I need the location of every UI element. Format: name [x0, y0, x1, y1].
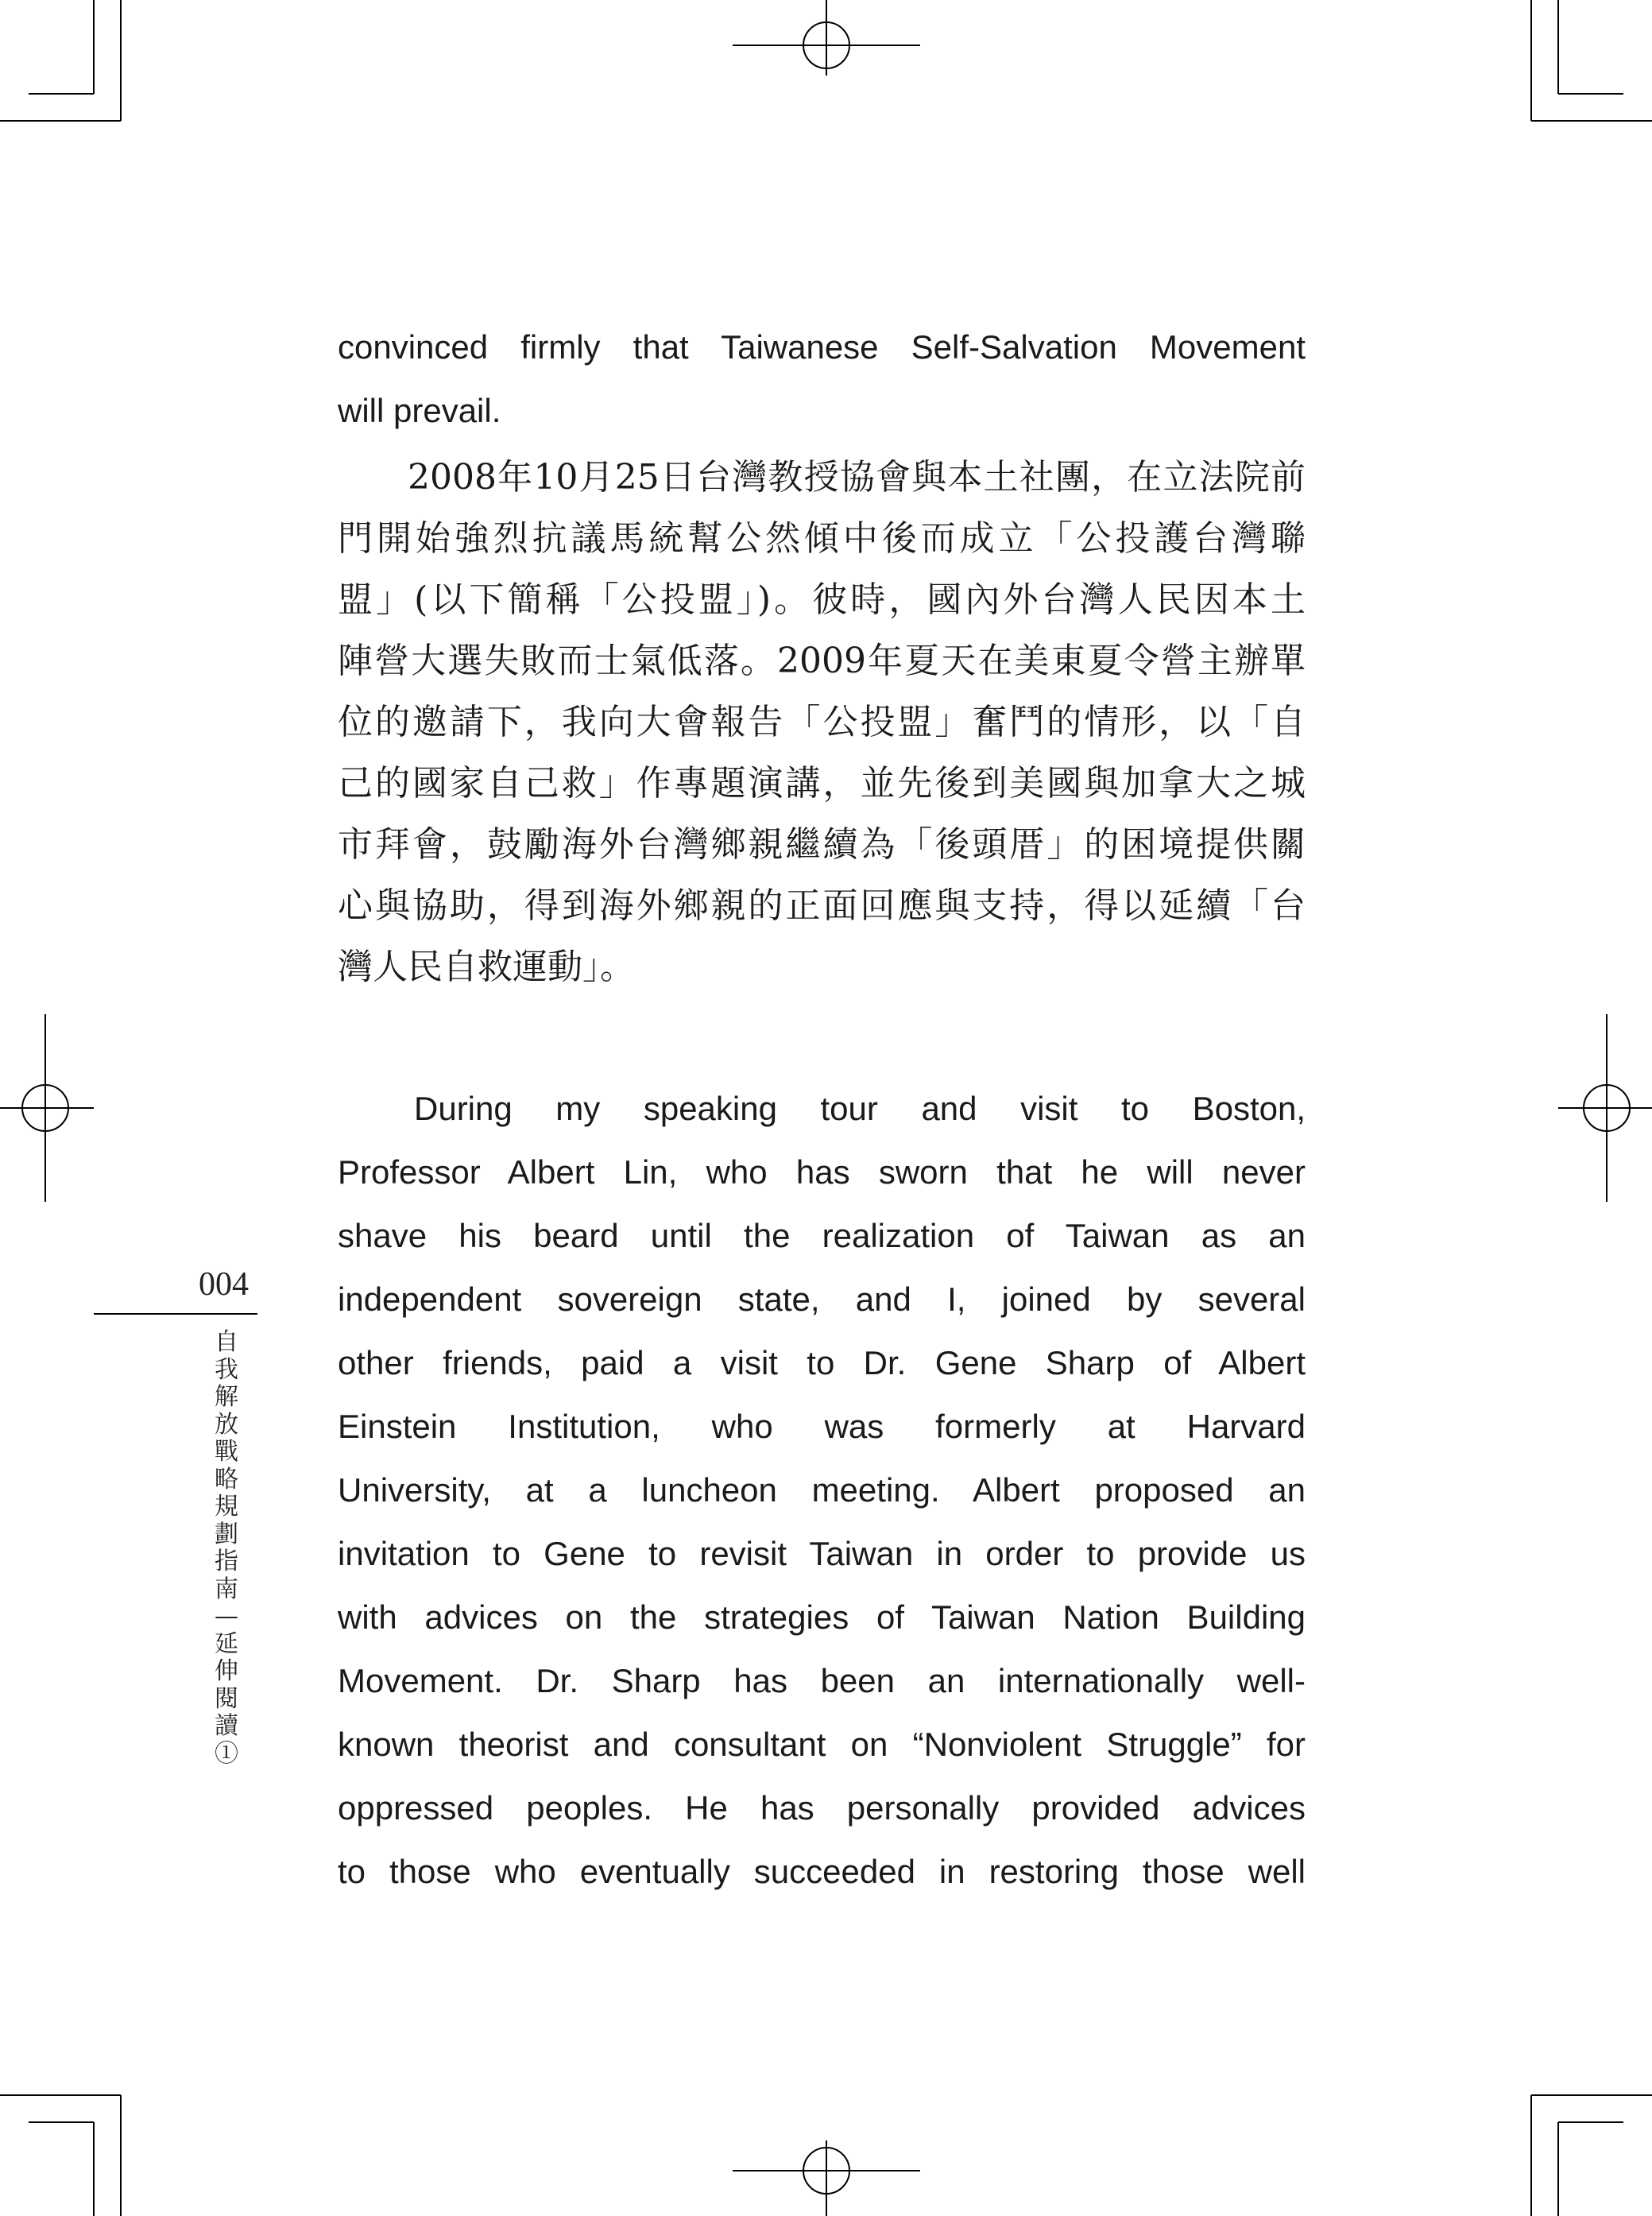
crop-mark-top-right — [1531, 0, 1652, 121]
text-line: 盟」(以下簡稱「公投盟」)。彼時，國內外台灣人民因本土 — [338, 579, 1306, 620]
paragraph-chinese — [338, 447, 1306, 998]
crop-mark-bottom-right — [1531, 2095, 1652, 2216]
text-line: 灣人民自救運動」。 — [338, 947, 635, 987]
registration-mark-right — [1558, 1014, 1652, 1202]
page-number-rule — [94, 1313, 257, 1315]
text-line: 己的國家自己救」作專題演講，並先後到美國與加拿大之城 — [338, 763, 1306, 804]
text-line: 2008年10月25日台灣教授協會與本土社團，在立法院前 — [408, 457, 1306, 498]
running-title: 自我解放戰略規劃指南—延伸閱讀① — [215, 1328, 238, 1768]
text-line: oppressed peoples. He has personally provided advices — [338, 1789, 1306, 1827]
text-line: Movement. Dr. Sharp has been an internationally well- — [338, 1662, 1306, 1699]
text-line: will prevail. — [338, 392, 501, 429]
text-line: known theorist and consultant on “Nonviolent Struggle” for — [338, 1726, 1306, 1763]
text-line: 心與協助，得到海外鄉親的正面回應與支持，得以延續「台 — [338, 885, 1306, 926]
text-line: other friends, paid a visit to Dr. Gene Sharp of Albert — [338, 1344, 1306, 1381]
registration-mark-bottom — [733, 2140, 920, 2216]
text-line: to those who eventually succeeded in restoring those well — [338, 1853, 1306, 1890]
text-line: 市拜會，鼓勵海外台灣鄉親繼續為「後頭厝」的困境提供關 — [338, 824, 1306, 865]
page-number: 004 — [199, 1266, 249, 1303]
crop-mark-top-left — [0, 0, 121, 121]
registration-mark-top — [733, 0, 920, 76]
text-line: Einstein Institution, who was formerly at Harvard — [338, 1408, 1306, 1445]
text-line: convinced firmly that Taiwanese Self-Salvation Movement — [338, 328, 1306, 366]
text-line: Professor Albert Lin, who has sworn that he will never — [338, 1153, 1306, 1191]
text-line: University, at a luncheon meeting. Albert proposed an — [338, 1471, 1306, 1509]
text-line: 位的邀請下，我向大會報告「公投盟」奮鬥的情形，以「自 — [338, 702, 1306, 742]
text-line: with advices on the strategies of Taiwan Nation Building — [338, 1598, 1306, 1636]
crop-mark-bottom-left — [0, 2095, 121, 2216]
text-line: During my speaking tour and visit to Boston, — [414, 1090, 1306, 1127]
text-line: independent sovereign state, and I, joined by several — [338, 1280, 1306, 1318]
text-line: invitation to Gene to revisit Taiwan in order to provide us — [338, 1535, 1306, 1572]
registration-mark-left — [0, 1014, 94, 1202]
paragraph-english-continuation — [338, 316, 1306, 443]
text-line: 門開始強烈抗議馬統幫公然傾中後而成立「公投護台灣聯 — [338, 518, 1306, 559]
text-line: 陣營大選失敗而士氣低落。2009年夏天在美東夏令營主辦單 — [338, 641, 1306, 681]
text-line: shave his beard until the realization of Taiwan as an — [338, 1217, 1306, 1254]
paragraph-english-boston — [338, 1077, 1306, 1904]
